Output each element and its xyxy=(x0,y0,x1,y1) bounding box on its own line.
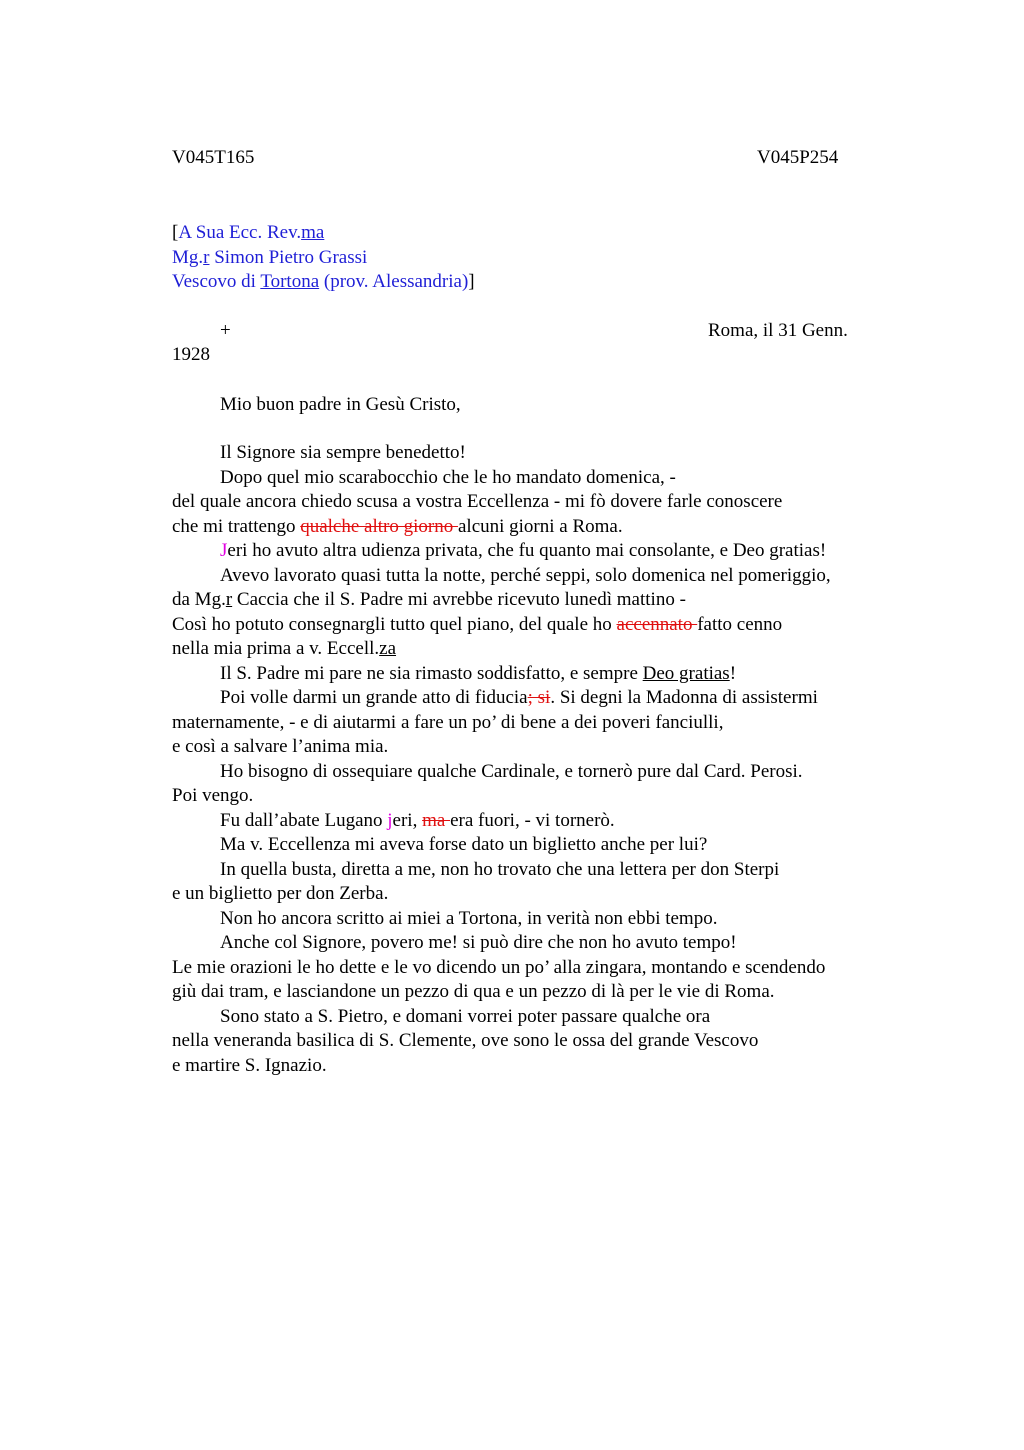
body-line: Anche col Signore, povero me! si può dire che non ho avuto tempo! xyxy=(220,932,737,953)
abbrev-superscript: r xyxy=(203,246,210,268)
body-line: Fu dall’abate Lugano jeri, ma era fuori, - vi tornerò. xyxy=(220,809,615,831)
body-line: nella mia prima a v. Eccell.za xyxy=(172,638,397,659)
abbrev-superscript: za xyxy=(379,638,397,659)
address-line-2: Mg.r Simon Pietro Grassi xyxy=(172,246,368,268)
body-line: giù dai tram, e lasciandone un pezzo di qua e un pezzo di là per le vie di Roma. xyxy=(172,981,775,1002)
deleted-text: ; si xyxy=(527,687,551,708)
body-line: Le mie orazioni le ho dette e le vo dicendo un po’ alla zingara, montando e scendendo xyxy=(172,956,826,978)
address-line-1: [A Sua Ecc. Rev.ma xyxy=(172,222,325,243)
body-line: e così a salvare l’anima mia. xyxy=(172,736,389,757)
deleted-text: qualche altro giorno xyxy=(300,515,458,537)
body-line: Poi vengo. xyxy=(172,785,254,806)
body-line: Ma v. Eccellenza mi aveva forse dato un biglietto anche per lui? xyxy=(220,834,708,855)
address-line-3: Vescovo di Tortona (prov. Alessandria)] xyxy=(172,271,475,292)
corrected-letter: j xyxy=(387,809,393,831)
body-line: da Mg.r Caccia che il S. Padre mi avrebbe ricevuto lunedì mattino - xyxy=(172,589,686,610)
document-code-left: V045T165 xyxy=(172,147,255,168)
cross-symbol: + xyxy=(220,320,231,341)
document-code-right: V045P254 xyxy=(757,147,839,168)
greeting: Mio buon padre in Gesù Cristo, xyxy=(220,394,461,415)
body-line: del quale ancora chiedo scusa a vostra Eccellenza - mi fò dovere farle conoscere xyxy=(172,491,783,512)
body-line: maternamente, - e di aiutarmi a fare un po’ di bene a dei poveri fanciulli, xyxy=(172,711,724,733)
abbrev-superscript: r xyxy=(225,589,233,610)
deleted-text: accennato xyxy=(616,613,698,635)
address-block xyxy=(172,221,475,295)
date-year: 1928 xyxy=(172,344,210,365)
body-line: e un biglietto per don Zerba. xyxy=(172,883,389,904)
underlined-text: Deo gratias xyxy=(642,662,730,684)
letter-body xyxy=(172,441,831,1078)
body-line: Dopo quel mio scarabocchio che le ho mandato domenica, - xyxy=(220,466,676,488)
body-line: Il Signore sia sempre benedetto! xyxy=(220,442,466,463)
place-name: Tortona xyxy=(260,271,320,292)
body-line: Poi volle darmi un grande atto di fiducia; si. Si degni la Madonna di assistermi xyxy=(220,687,818,708)
deleted-text: ma xyxy=(422,809,451,831)
body-line: Jeri ho avuto altra udienza privata, che fu quanto mai consolante, e Deo gratias! xyxy=(220,540,827,561)
body-line: Non ho ancora scritto ai miei a Tortona, in verità non ebbi tempo. xyxy=(220,907,718,929)
body-line: che mi trattengo qualche altro giorno alcuni giorni a Roma. xyxy=(172,515,623,537)
body-line: Ho bisogno di ossequiare qualche Cardinale, e tornerò pure dal Card. Perosi. xyxy=(220,760,803,782)
body-line: Avevo lavorato quasi tutta la notte, perché seppi, solo domenica nel pomeriggio, xyxy=(220,564,831,586)
abbrev-superscript: ma xyxy=(301,222,325,243)
body-line: nella veneranda basilica di S. Clemente, ove sono le ossa del grande Vescovo xyxy=(172,1030,759,1051)
body-line: Così ho potuto consegnargli tutto quel piano, del quale ho accennato fatto cenno xyxy=(172,613,783,635)
body-line: e martire S. Ignazio. xyxy=(172,1054,327,1076)
place-date: Roma, il 31 Genn. xyxy=(708,320,848,341)
body-line: Il S. Padre mi pare ne sia rimasto soddisfatto, e sempre Deo gratias! xyxy=(220,662,737,684)
corrected-letter: J xyxy=(220,540,228,561)
body-line: Sono stato a S. Pietro, e domani vorrei poter passare qualche ora xyxy=(220,1005,711,1027)
body-line: In quella busta, diretta a me, non ho trovato che una lettera per don Sterpi xyxy=(220,858,780,880)
